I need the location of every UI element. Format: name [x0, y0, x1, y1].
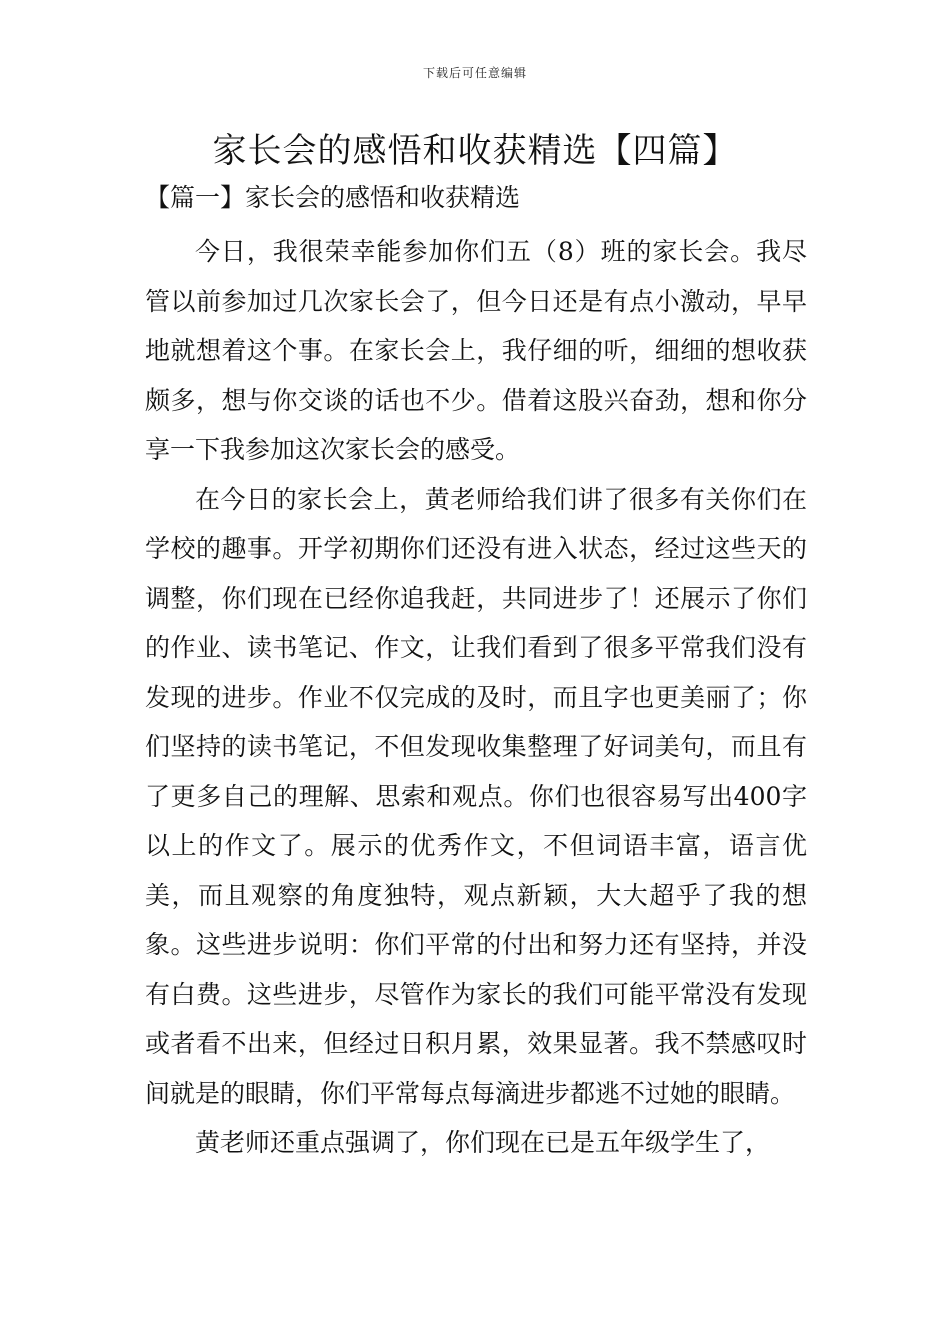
document-title: 家长会的感悟和收获精选【四篇】 — [212, 131, 738, 171]
header-note: 下载后可任意编辑 — [422, 66, 527, 80]
body-text — [145, 227, 807, 1168]
paragraph-2: 在今日的家长会上，黄老师给我们讲了很多有关你们在学校的趣事。开学初期你们还没有进入状态，经过这些天的调整，你们现在已经你追我赶，共同进步了！还展示了你们的作业、读书笔记、作文，让我们看到了很多平常我们没有发现的进步。作业不仅完成的及时，而且字也更美丽了；你们坚持的读书笔记，不但发现收集整理了好词美句，而且有了更多自己的理解、思索和观点。你们也很容易写出400字以上的作文了。展示的优秀作文，不但词语丰富，语言优美，而且观察的角度独特，观点新颖，大大超乎了我的想象。这些进步说明：你们平常的付出和努力还有坚持，并没有白费。这些进步，尽管作为家长的我们可能平常没有发现或者看不出来，但经过日积月累，效果显著。我不禁感叹时间就是的眼睛，你们平常每点每滴进步都逃不过她的眼睛。 — [145, 484, 807, 1108]
paragraph-3: 黄老师还重点强调了，你们现在已是五年级学生了， — [195, 1128, 771, 1157]
section-heading: 【篇一】家长会的感悟和收获精选 — [145, 183, 521, 212]
paragraph-1: 今日，我很荣幸能参加你们五（8）班的家长会。我尽管以前参加过几次家长会了，但今日还是有点小激动，早早地就想着这个事。在家长会上，我仔细的听，细细的想收获颇多，想与你交谈的话也不少。借着这股兴奋劲，想和你分享一下我参加这次家长会的感受。 — [145, 237, 807, 464]
